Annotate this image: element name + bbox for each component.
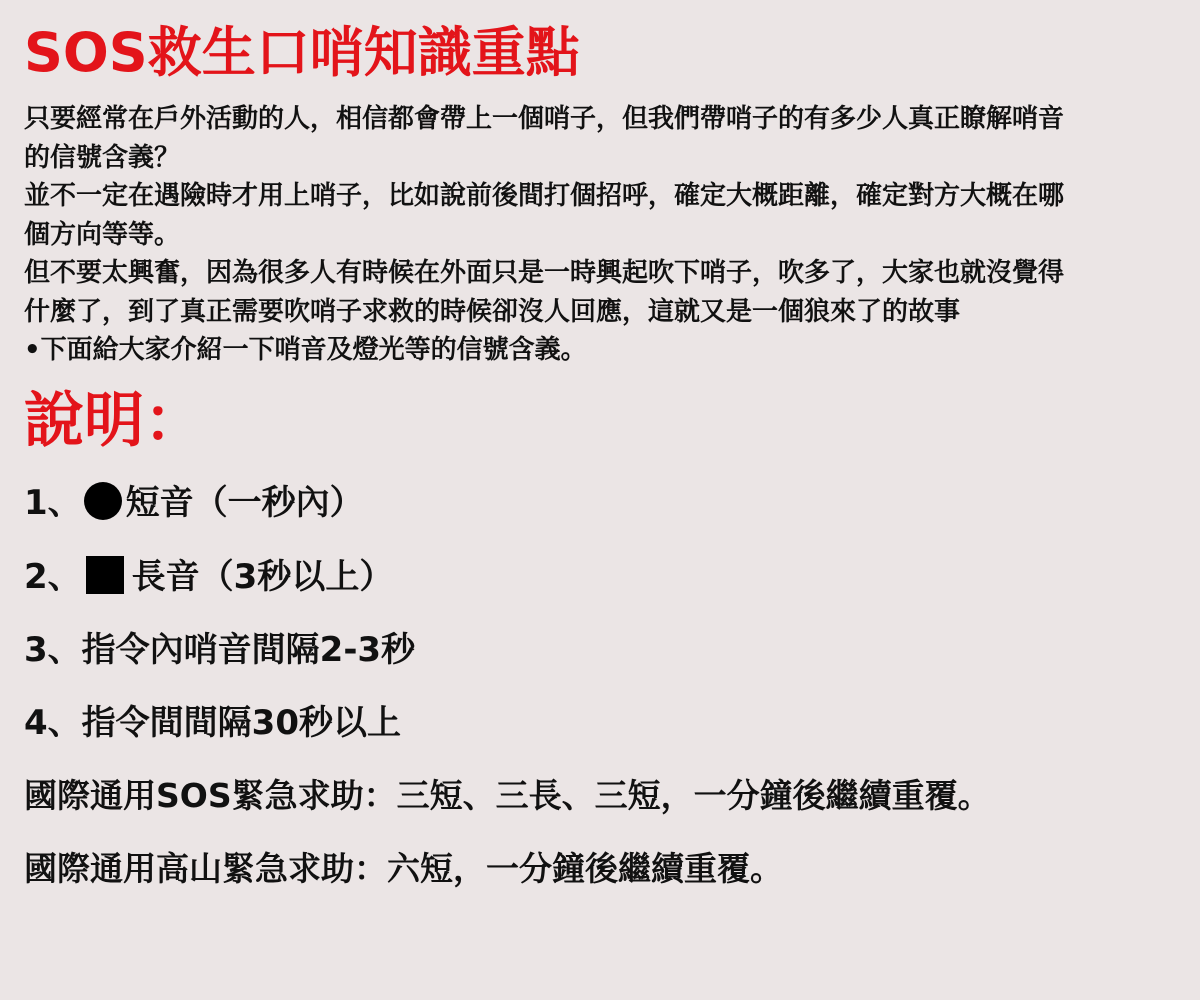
intro-line: 的信號含義？ [24, 142, 181, 173]
intro-paragraph [24, 100, 1200, 370]
intro-line: •下面給大家介紹一下哨音及燈光等的信號含義。 [24, 335, 587, 365]
rule-short-tone [24, 482, 1200, 523]
rule-alpine-signal: 國際通用高山緊急求助：六短，一分鐘後繼續重覆。 [24, 848, 783, 888]
circle-icon [84, 482, 122, 520]
section-heading: 說明： [24, 385, 204, 456]
intro-line: 個方向等等。 [24, 219, 181, 250]
rule-text: 短音（一秒內） [125, 482, 364, 523]
rule-interval-between: 4、指令間間隔30秒以上 [24, 702, 401, 743]
rule-number: 1、 [24, 482, 82, 523]
square-icon [86, 556, 124, 594]
rules-list [24, 482, 1200, 889]
intro-line: 只要經常在戶外活動的人，相信都會帶上一個哨子，但我們帶哨子的有多少人真正瞭解哨音 [24, 104, 1065, 134]
rule-sos-signal: 國際通用SOS緊急求助：三短、三長、三短，一分鐘後繼續重覆。 [24, 775, 991, 815]
rule-text: 長音（3秒以上） [131, 556, 394, 597]
rule-number: 2、 [24, 556, 82, 597]
intro-line: 並不一定在遇險時才用上哨子，比如說前後間打個招呼，確定大概距離，確定對方大概在哪 [24, 181, 1065, 211]
intro-line: 但不要太興奮，因為很多人有時候在外面只是一時興起吹下哨子，吹多了，大家也就沒覺得 [24, 258, 1065, 288]
rule-interval-within: 3、指令內哨音間隔2-3秒 [24, 629, 416, 670]
intro-line: 什麼了，到了真正需要吹哨子求救的時候卻沒人回應，這就又是一個狼來了的故事 [24, 296, 961, 327]
page-title: SOS救生口哨知識重點 [24, 21, 580, 84]
rule-long-tone [24, 556, 1200, 597]
